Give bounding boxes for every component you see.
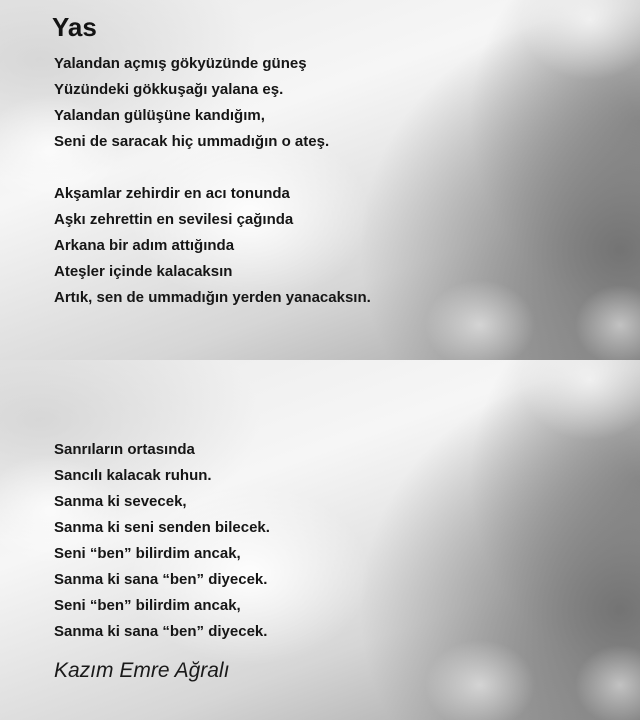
poem-card-bottom bbox=[0, 360, 640, 720]
poem-line: Sanrıların ortasında bbox=[54, 441, 195, 458]
poem-line: Aşkı zehrettin en sevilesi çağında bbox=[54, 211, 294, 228]
poem-line: Artık, sen de ummadığın yerden yanacaksın. bbox=[54, 289, 371, 306]
poem-line: Yüzündeki gökkuşağı yalana eş. bbox=[54, 81, 284, 98]
poem-line: Ateşler içinde kalacaksın bbox=[54, 263, 233, 280]
poem-line: Sanma ki sevecek, bbox=[54, 493, 187, 510]
stanza-3 bbox=[54, 437, 270, 645]
poem-title: Yas bbox=[52, 12, 97, 42]
poem-line: Seni de saracak hiç ummadığın o ateş. bbox=[54, 133, 330, 150]
poem-line: Arkana bir adım attığında bbox=[54, 237, 235, 254]
poem-line: Akşamlar zehirdir en acı tonunda bbox=[54, 185, 290, 202]
stanza-2 bbox=[54, 181, 371, 311]
poem-line: Sanma ki sana “ben” diyecek. bbox=[54, 623, 268, 640]
poem-line: Sancılı kalacak ruhun. bbox=[54, 467, 212, 484]
poem-line: Yalandan açmış gökyüzünde güneş bbox=[54, 55, 307, 72]
poem-line: Seni “ben” bilirdim ancak, bbox=[54, 545, 241, 562]
poem-line: Sanma ki seni senden bilecek. bbox=[54, 519, 270, 536]
poem-author: Kazım Emre Ağralı bbox=[54, 659, 230, 682]
stanza-1 bbox=[54, 51, 329, 155]
poem-line: Seni “ben” bilirdim ancak, bbox=[54, 597, 241, 614]
poem-line: Sanma ki sana “ben” diyecek. bbox=[54, 571, 268, 588]
poem-line: Yalandan gülüşüne kandığım, bbox=[54, 107, 265, 124]
